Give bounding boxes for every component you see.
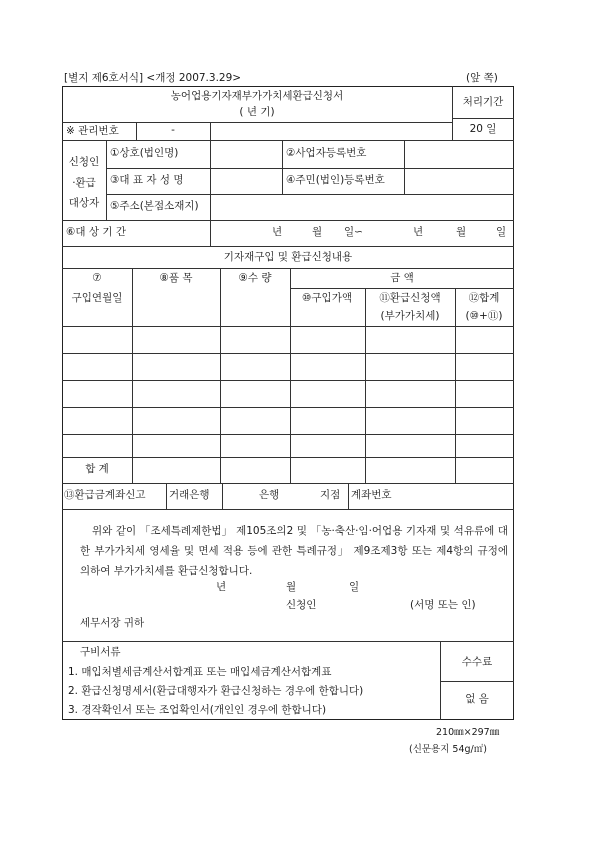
applicant-group-label-2: ·환급 (72, 177, 96, 189)
declaration-text: 위와 같이 「조세특례제한법」 제105조의2 및 「농·축산·임·어업용 기자재 및 석유류에 대한 부가가치세 영세율 및 면세 적용 등에 관한 특례규정」 제9조제3항 또는 제4항의 규정에 의하여 부가가치세를 환급신청합니다. (80, 525, 508, 577)
rule-amount-sub (290, 288, 514, 289)
rule-mgmt-bottom (62, 140, 514, 141)
col-purchase-price: ⑩구입가액 (302, 292, 352, 304)
rule-row-2 (62, 380, 514, 381)
paper-size: 210㎜×297㎜ (436, 727, 500, 738)
col-amount: 금 액 (390, 272, 414, 284)
vline-applicant-left (210, 140, 211, 220)
col-refund-amount: ⑪환급신청액 (379, 292, 441, 304)
target-period-label: ⑥대 상 기 간 (66, 226, 126, 238)
vline-applicant-mid (282, 140, 283, 194)
processing-period-value: 20 일 (469, 123, 497, 135)
mgmt-number-value: - (171, 124, 175, 136)
rule-row-4 (62, 434, 514, 435)
rule-row-3 (62, 407, 514, 408)
vline-period (210, 220, 211, 246)
rule-applicant-1 (106, 168, 514, 169)
fee-label: 수수료 (461, 656, 493, 668)
required-document-1: 1. 매입처별세금계산서합계표 또는 매입세금계산서합계표 (68, 666, 332, 678)
resident-no-label: ④주민(법인)등록번호 (286, 174, 385, 186)
vline-applicant-right (404, 140, 405, 194)
vline-col-total (455, 288, 456, 483)
rule-declaration-bottom (62, 641, 514, 642)
page-side-label: (앞 쪽) (466, 72, 498, 84)
biz-reg-no-label: ②사업자등록번호 (286, 147, 367, 159)
rule-fee (440, 681, 514, 682)
rule-bank-bottom (62, 509, 514, 510)
rep-name-label: ③대 표 자 성 명 (110, 174, 184, 186)
declaration-year: 년 (216, 581, 227, 593)
form-period-line: ( 년 기) (239, 106, 275, 118)
vline-fee (440, 641, 441, 720)
applicant-group-label-1: 신청인 (68, 156, 100, 168)
bank-label: 거래은행 (169, 489, 210, 501)
col-total-sub: (⑩+⑪) (465, 310, 503, 322)
mgmt-number-label: ※ 관리번호 (66, 125, 119, 137)
tax-office-addressee: 세무서장 귀하 (80, 617, 145, 629)
required-document-3: 3. 경작확인서 또는 조업확인서(개인인 경우에 한합니다) (68, 704, 327, 716)
declaration-day: 일 (349, 581, 360, 593)
trade-name-label: ①상호(법인명) (110, 147, 179, 159)
period-month-1: 월 (312, 226, 323, 238)
fee-value: 없 음 (465, 693, 489, 705)
rule-row-1 (62, 353, 514, 354)
col-item: ⑧품 목 (159, 272, 193, 284)
declaration-month: 월 (286, 581, 297, 593)
col-total: ⑫합계 (468, 292, 500, 304)
rule-applicant-2 (106, 194, 514, 195)
period-day-1: 일∽ (344, 226, 363, 238)
refund-account-label: ⑬환급금계좌신고 (64, 489, 146, 501)
form-title: 농어업용기자재부가가치세환급신청서 (170, 90, 344, 102)
period-month-2: 월 (456, 226, 467, 238)
col-quantity: ⑨수 량 (238, 272, 272, 284)
vline-mgmt-1 (136, 122, 137, 140)
rule-title-bottom (62, 122, 452, 123)
processing-period-label: 처리기간 (462, 96, 504, 108)
rule-header-bottom (62, 326, 514, 327)
total-row-label: 합 계 (85, 463, 109, 475)
vline-processing (452, 86, 453, 140)
rule-processing (452, 118, 514, 119)
vline-col-refund (365, 288, 366, 483)
bank-suffix: 은행 (259, 489, 280, 501)
col-date-number: ⑦ (92, 272, 102, 284)
vline-col-price (290, 268, 291, 483)
vline-bank-1 (166, 483, 167, 509)
vline-col-item (132, 268, 133, 483)
required-document-2: 2. 환급신청명세서(환급대행자가 환급신청하는 경우에 한합니다) (68, 685, 364, 697)
vline-bank-2 (222, 483, 223, 509)
col-refund-amount-sub: (부가가치세) (380, 310, 440, 322)
vline-mgmt-2 (210, 122, 211, 140)
applicant-group-label-3: 대상자 (68, 197, 100, 209)
rule-section-title (62, 268, 514, 269)
branch-suffix: 지점 (320, 489, 341, 501)
form-number: [별지 제6호서식] <개정 2007.3.29> (64, 72, 242, 84)
rule-total-bottom (62, 483, 514, 484)
vline-bank-3 (348, 483, 349, 509)
rule-applicant-bottom (62, 220, 514, 221)
vline-col-qty (220, 268, 221, 483)
rule-row-5 (62, 457, 514, 458)
address-label: ⑤주소(본점소재지) (110, 200, 199, 212)
rule-period-bottom (62, 246, 514, 247)
paper-spec: (신문용지 54g/㎡) (409, 744, 487, 755)
period-day-2: 일 (496, 226, 507, 238)
declaration-applicant: 신청인 (286, 599, 317, 611)
period-year-1: 년 (272, 226, 283, 238)
required-documents-title: 구비서류 (80, 646, 121, 658)
vline-applicant-group (106, 140, 107, 220)
period-year-2: 년 (413, 226, 424, 238)
account-number-label: 계좌번호 (351, 489, 392, 501)
col-purchase-date: 구입연월일 (71, 292, 123, 304)
signature-label: (서명 또는 인) (410, 599, 476, 611)
purchase-section-title: 기자재구입 및 환급신청내용 (223, 251, 353, 263)
